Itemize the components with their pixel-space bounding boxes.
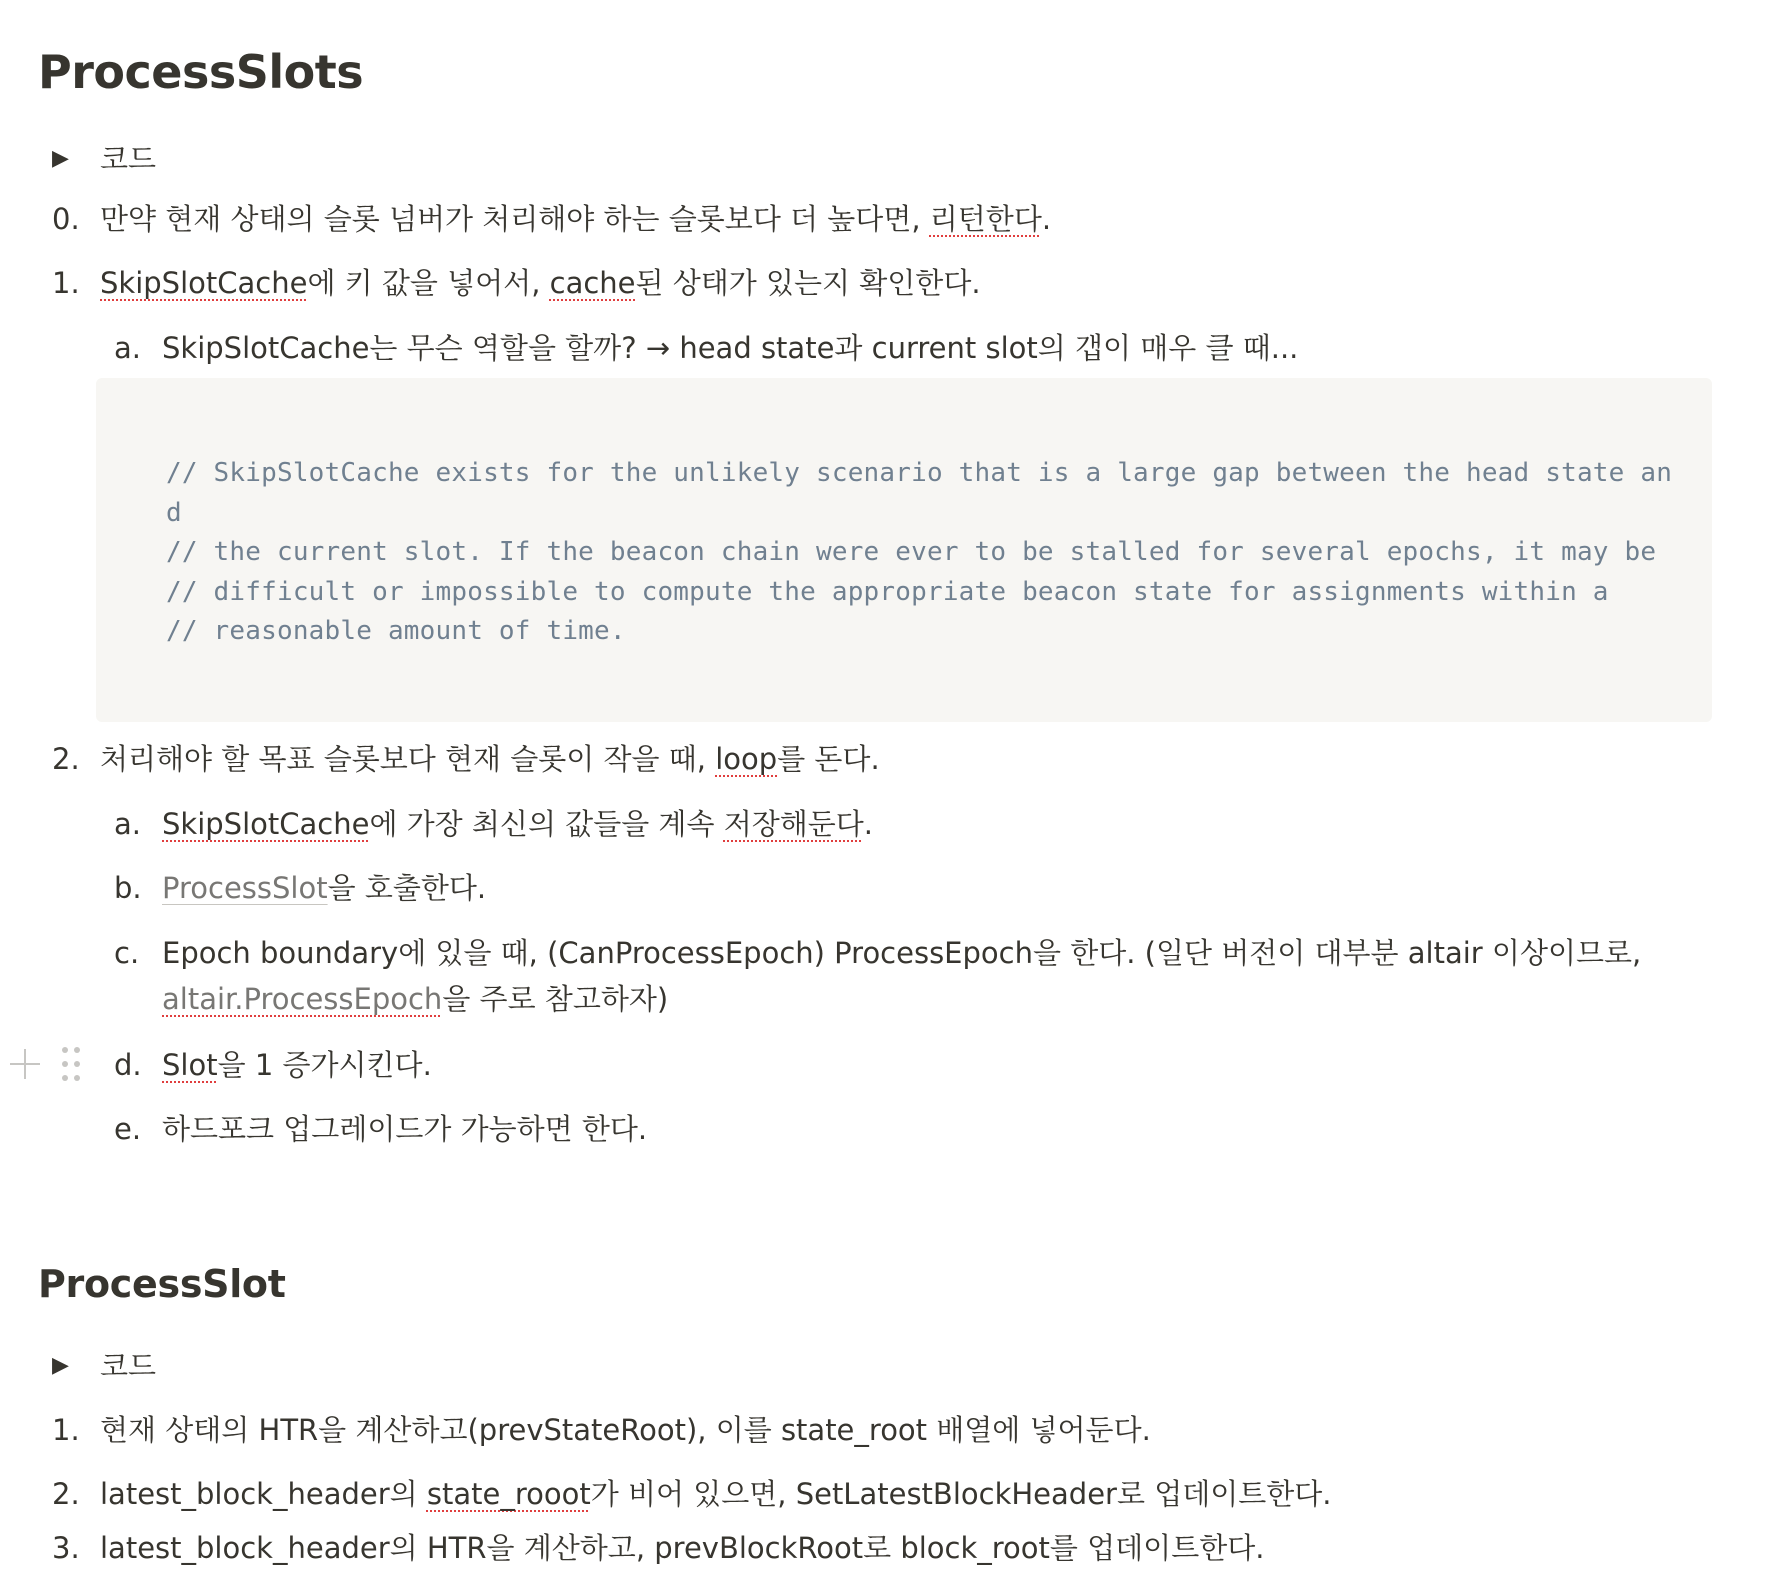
toggle-label: 코드 <box>100 1349 157 1383</box>
plus-icon[interactable] <box>8 1047 42 1081</box>
code-line: // reasonable amount of time. <box>166 616 626 647</box>
list-marker: b. <box>114 871 142 905</box>
heading-process-slot[interactable]: ProcessSlot <box>38 1262 286 1306</box>
text-run: 가 비어 있으면, SetLatestBlockHeader로 업데이트한다. <box>590 1477 1332 1511</box>
toggle-triangle-icon[interactable]: ▶ <box>52 1353 69 1378</box>
text-run: latest_block_header의 <box>100 1477 427 1511</box>
list-item-text <box>162 1041 432 1089</box>
list-item-text <box>100 195 1051 243</box>
list-item-text <box>162 975 668 1023</box>
toggle-triangle-icon[interactable]: ▶ <box>52 146 69 171</box>
code-line: d <box>166 497 182 528</box>
code-line: // difficult or impossible to compute the appropriate beacon state for assignments within a <box>166 576 1609 607</box>
list-item-text: SkipSlotCache는 무슨 역할을 할까? → head state과 current slot의 갭이 매우 클 때... <box>162 331 1299 365</box>
spellcheck-word: SkipSlotCache <box>162 807 370 841</box>
spellcheck-word: cache <box>549 266 636 300</box>
text-run: 만약 현재 상태의 슬롯 넘버가 처리해야 하는 슬롯보다 더 높다면, <box>100 202 930 236</box>
list-marker: e. <box>114 1112 142 1146</box>
list-item-text: 하드포크 업그레이드가 가능하면 한다. <box>162 1112 648 1146</box>
page-link-altair-process-epoch[interactable]: altair.ProcessEpoch <box>162 982 443 1016</box>
list-item-text <box>162 800 873 848</box>
spellcheck-word: loop <box>715 742 778 776</box>
heading-process-slots[interactable]: ProcessSlots <box>38 45 364 99</box>
text-run: 된 상태가 있는지 확인한다. <box>635 266 981 300</box>
list-item-text <box>100 1470 1332 1518</box>
spellcheck-word: Slot <box>162 1048 218 1082</box>
list-marker: 2. <box>52 742 80 776</box>
code-line: // SkipSlotCache exists for the unlikely scenario that is a large gap between the head state an <box>166 458 1673 488</box>
spellcheck-word: 저장해둔다 <box>723 807 864 841</box>
list-marker: 1. <box>52 1413 80 1447</box>
list-marker: d. <box>114 1048 142 1082</box>
spellcheck-word: state_rooot <box>426 1477 591 1511</box>
list-marker: 0. <box>52 202 80 236</box>
list-item-text <box>162 864 486 912</box>
code-line: // the current slot. If the beacon chain were ever to be stalled for several epochs, it may be <box>166 537 1657 568</box>
text-run: 를 돈다. <box>777 742 880 776</box>
list-item-text: Epoch boundary에 있을 때, (CanProcessEpoch) ProcessEpoch을 한다. (일단 버전이 대부분 altair 이상이므로, <box>162 936 1642 970</box>
list-marker: 3. <box>52 1531 80 1565</box>
toggle-label: 코드 <box>100 142 157 176</box>
text-run: 을 1 증가시킨다. <box>217 1048 432 1082</box>
page-link-process-slot[interactable]: ProcessSlot <box>162 871 328 905</box>
list-marker: 1. <box>52 266 80 300</box>
text-run: 을 주로 참고하자) <box>442 982 669 1016</box>
list-marker: a. <box>114 807 141 841</box>
list-marker: a. <box>114 331 141 365</box>
list-marker: 2. <box>52 1477 80 1511</box>
text-run: 에 가장 최신의 값들을 계속 <box>369 807 724 841</box>
code-block[interactable] <box>96 378 1712 722</box>
spellcheck-word: SkipSlotCache <box>100 266 308 300</box>
text-run: 을 호출한다. <box>327 871 487 905</box>
list-marker: c. <box>114 936 140 970</box>
drag-handle-icon[interactable] <box>60 1045 82 1083</box>
block-handle[interactable] <box>8 1043 88 1087</box>
text-run: . <box>863 807 873 841</box>
text-run: . <box>1041 202 1052 236</box>
text-run: 처리해야 할 목표 슬롯보다 현재 슬롯이 작을 때, <box>100 742 716 776</box>
list-item-text: 현재 상태의 HTR을 계산하고(prevStateRoot), 이를 state_root 배열에 넣어둔다. <box>100 1413 1151 1447</box>
list-item-text <box>100 735 880 783</box>
text-run: 에 키 값을 넣어서, <box>307 266 550 300</box>
list-item-text: latest_block_header의 HTR을 계산하고, prevBlockRoot로 block_root를 업데이트한다. <box>100 1531 1265 1565</box>
spellcheck-word: 리턴한다 <box>929 202 1042 236</box>
list-item-text <box>100 259 981 307</box>
